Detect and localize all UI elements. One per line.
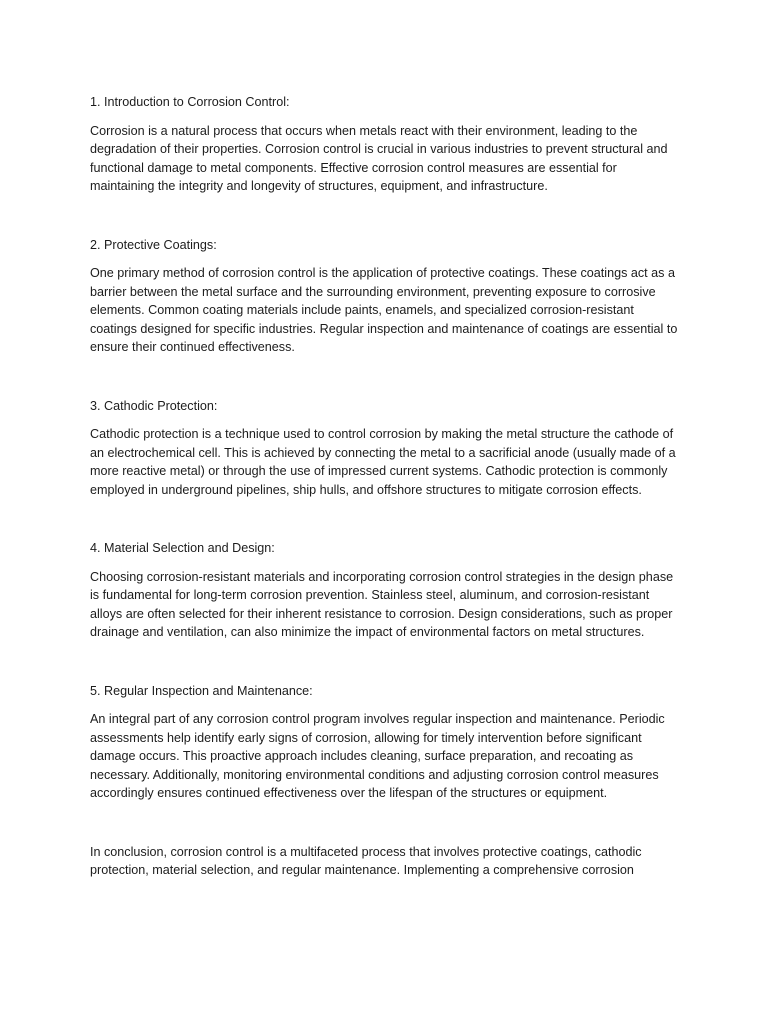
section-heading: 2. Protective Coatings: xyxy=(90,237,217,252)
section-heading: 4. Material Selection and Design: xyxy=(90,541,275,555)
section-paragraph: Choosing corrosion-resistant materials and incorporating corrosion control strategies in the design phase is fundamental for long-term corrosion prevention. Stainless steel, aluminum, and corrosion-resistant alloys are often selected for their inherent resistance to corrosion. Design considerations, such as proper drainage and ventilation, can also minimize the impact of environmental factors on metal structures. xyxy=(90,569,674,639)
section-heading: 3. Cathodic Protection: xyxy=(90,398,218,413)
conclusion-paragraph: In conclusion, corrosion control is a multifaceted process that involves protective coatings, cathodic protection, material selection, and regular maintenance. Implementing a comprehensive corrosion xyxy=(90,844,642,877)
section-heading: 1. Introduction to Corrosion Control: xyxy=(90,95,290,109)
section-paragraph: Cathodic protection is a technique used to control corrosion by making the metal structure the cathode of an electrochemical cell. This is achieved by connecting the metal to a sacrificial anode (usually made of a more reactive metal) or through the use of impressed current systems. Cathodic protection is commonly employed in underground pipelines, ship hulls, and offshore structures to mitigate corrosion effects. xyxy=(90,427,676,497)
section-paragraph: Corrosion is a natural process that occurs when metals react with their environment, leading to the degradation of their properties. Corrosion control is crucial in various industries to prevent structural and functional damage to metal components. Effective corrosion control measures are essential for maintaining the integrity and longevity of structures, equipment, and infrastructure. xyxy=(90,123,668,193)
section-heading: 5. Regular Inspection and Maintenance: xyxy=(90,683,313,698)
section-paragraph: One primary method of corrosion control is the application of protective coatings. These coatings act as a barrier between the metal surface and the surrounding environment, preventing exposure to corrosive elements. Common coating materials include paints, enamels, and specialized corrosion-resistant coatings designed for specific industries. Regular inspection and maintenance of coatings are essential to ensure their continued effectiveness. xyxy=(90,266,678,354)
section-paragraph: An integral part of any corrosion control program involves regular inspection and maintenance. Periodic assessments help identify early signs of corrosion, allowing for timely intervention before significant damage occurs. This proactive approach includes cleaning, surface preparation, and recoating as necessary. Additionally, monitoring environmental conditions and adjusting corrosion control measures accordingly ensures continued effectiveness over the lifespan of the structures or equipment. xyxy=(90,712,665,800)
